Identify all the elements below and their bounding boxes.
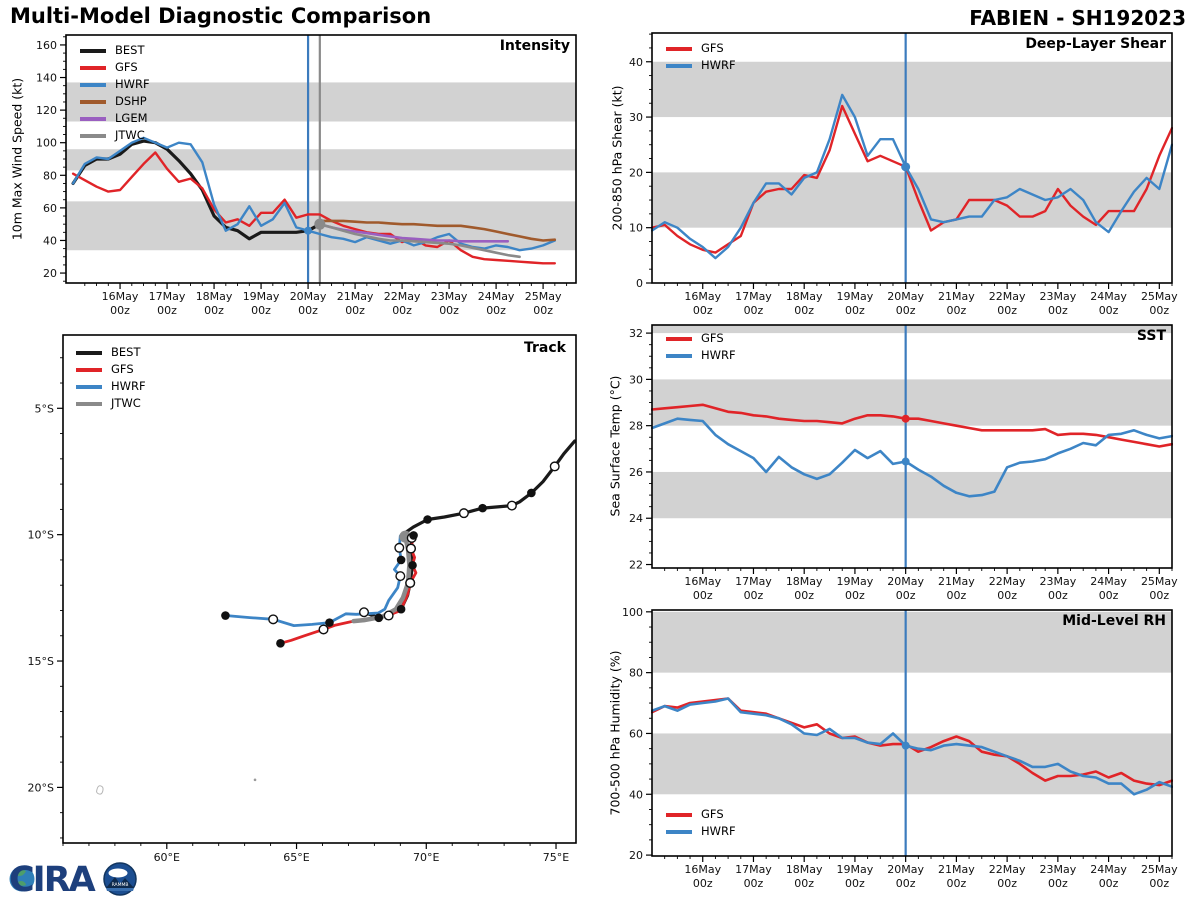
svg-text:20May: 20May: [887, 290, 925, 303]
jtwc-swatch: [76, 402, 102, 406]
legend-label: DSHP: [115, 93, 147, 108]
svg-text:60°E: 60°E: [153, 851, 181, 864]
hwrf-swatch: [666, 830, 692, 834]
svg-text:19May: 19May: [836, 290, 874, 303]
svg-text:60: 60: [629, 727, 643, 741]
intensity-ylabel: 10m Max Wind Speed (kt): [9, 77, 25, 241]
legend-label: HWRF: [111, 378, 146, 393]
init-dot: [902, 458, 910, 466]
shear-legend: [666, 42, 736, 72]
svg-text:22May: 22May: [988, 290, 1026, 303]
legend-label: HWRF: [701, 57, 736, 72]
svg-text:17May: 17May: [148, 290, 186, 303]
svg-text:20: 20: [629, 166, 643, 180]
svg-text:17May: 17May: [735, 863, 772, 876]
svg-text:17May: 17May: [735, 575, 772, 588]
svg-text:75°E: 75°E: [542, 851, 570, 864]
sst-ylabel: Sea Surface Temp (°C): [607, 375, 623, 517]
init-dot: [902, 415, 910, 423]
svg-text:70°E: 70°E: [413, 851, 440, 864]
track-legend: [76, 346, 146, 410]
track-fix-filled: [397, 605, 406, 614]
best-swatch: [76, 351, 102, 355]
legend-item: [76, 380, 146, 393]
legend-item: [80, 95, 150, 108]
svg-text:18May: 18May: [785, 575, 823, 588]
init-dot: [314, 219, 325, 230]
shear-ylabel: 200-850 hPa Shear (kt): [609, 85, 625, 231]
legend-item: [80, 44, 150, 57]
legend-item: [666, 349, 736, 362]
legend-label: LGEM: [115, 110, 148, 125]
svg-text:19May: 19May: [242, 290, 280, 303]
page-title: Multi-Model Diagnostic Comparison: [10, 4, 432, 28]
svg-text:24May: 24May: [1090, 290, 1127, 303]
svg-text:20: 20: [43, 267, 57, 281]
legend-label: BEST: [115, 42, 145, 57]
svg-text:80: 80: [629, 666, 643, 680]
svg-text:00z: 00z: [895, 589, 916, 602]
track-fix-open: [508, 501, 517, 510]
legend-label: GFS: [111, 361, 134, 376]
hwrf-swatch: [76, 385, 102, 389]
svg-text:00z: 00z: [946, 304, 967, 317]
gfs-swatch: [80, 66, 106, 70]
track-hwrf: [225, 536, 401, 626]
track-fix-filled: [221, 611, 230, 620]
svg-text:100: 100: [622, 605, 643, 619]
svg-text:22May: 22May: [988, 863, 1026, 876]
svg-text:15°S: 15°S: [27, 655, 54, 669]
svg-text:00z: 00z: [533, 304, 553, 317]
legend-item: [76, 346, 146, 359]
svg-text:00z: 00z: [439, 304, 459, 317]
init-dot: [901, 162, 910, 171]
legend-item: [80, 61, 150, 74]
svg-text:00z: 00z: [794, 589, 815, 602]
svg-text:19May: 19May: [836, 575, 874, 588]
svg-text:23May: 23May: [1039, 863, 1077, 876]
svg-text:18May: 18May: [785, 290, 823, 303]
svg-text:00z: 00z: [845, 589, 865, 602]
svg-text:20°S: 20°S: [27, 781, 54, 795]
svg-text:17May: 17May: [735, 290, 772, 303]
svg-text:23May: 23May: [1039, 575, 1077, 588]
svg-text:00z: 00z: [1047, 877, 1068, 890]
svg-text:00z: 00z: [895, 304, 916, 317]
legend-label: HWRF: [701, 823, 736, 838]
svg-text:140: 140: [36, 71, 57, 85]
track-fix-filled: [423, 515, 432, 524]
svg-text:40: 40: [629, 788, 643, 802]
track-fix-open: [406, 579, 415, 588]
svg-text:18May: 18May: [785, 863, 823, 876]
svg-text:00z: 00z: [743, 877, 764, 890]
legend-label: BEST: [111, 344, 141, 359]
svg-text:00z: 00z: [946, 589, 967, 602]
svg-text:21May: 21May: [336, 290, 374, 303]
panel-sst: [629, 325, 1178, 602]
svg-text:18May: 18May: [195, 290, 233, 303]
svg-text:16May: 16May: [101, 290, 139, 303]
init-dot: [902, 742, 910, 750]
svg-text:20May: 20May: [887, 863, 925, 876]
hwrf-swatch: [666, 64, 692, 68]
island-speck: [254, 779, 257, 782]
svg-text:20: 20: [629, 849, 643, 863]
panel-shear: [629, 33, 1178, 317]
svg-text:100: 100: [36, 136, 57, 150]
svg-text:00z: 00z: [1149, 877, 1170, 890]
svg-text:20May: 20May: [887, 575, 925, 588]
legend-label: HWRF: [115, 76, 150, 91]
svg-text:20May: 20May: [289, 290, 327, 303]
track-fix-filled: [409, 531, 418, 540]
svg-text:25May: 25May: [1140, 290, 1178, 303]
legend-item: [666, 332, 736, 345]
track-fix-open: [550, 462, 559, 471]
svg-text:65°E: 65°E: [283, 851, 310, 864]
svg-text:00z: 00z: [1149, 589, 1170, 602]
hwrf-swatch: [666, 354, 692, 358]
svg-text:0: 0: [636, 277, 643, 290]
svg-text:24May: 24May: [477, 290, 515, 303]
svg-text:120: 120: [36, 104, 57, 118]
svg-text:00z: 00z: [157, 304, 177, 317]
svg-text:160: 160: [36, 38, 57, 52]
svg-text:10: 10: [629, 221, 643, 235]
svg-text:32: 32: [629, 327, 643, 341]
svg-text:00z: 00z: [743, 304, 764, 317]
svg-text:00z: 00z: [1098, 304, 1119, 317]
rammb-text: RAMMB: [111, 883, 129, 888]
svg-text:00z: 00z: [845, 877, 865, 890]
track-fix-open: [384, 611, 393, 620]
svg-text:60: 60: [43, 201, 57, 215]
svg-text:00z: 00z: [743, 589, 764, 602]
svg-text:25May: 25May: [1140, 575, 1178, 588]
svg-text:80: 80: [43, 169, 57, 183]
best-swatch: [80, 49, 106, 53]
svg-text:40: 40: [629, 55, 643, 69]
legend-label: GFS: [115, 59, 138, 74]
gfs-swatch: [666, 47, 692, 51]
panel-frame: [63, 335, 576, 843]
gfs-swatch: [666, 337, 692, 341]
rh-panel-title: Mid-Level RH: [1062, 613, 1166, 629]
svg-text:00z: 00z: [692, 304, 713, 317]
track-fix-filled: [397, 556, 406, 565]
svg-text:00z: 00z: [204, 304, 224, 317]
track-fix-open: [460, 509, 469, 518]
track-fix-filled: [478, 504, 487, 513]
gfs-swatch: [76, 368, 102, 372]
legend-label: GFS: [701, 330, 724, 345]
legend-label: GFS: [701, 806, 724, 821]
svg-text:22May: 22May: [988, 575, 1026, 588]
track-fix-filled: [527, 489, 536, 498]
svg-text:00z: 00z: [345, 304, 365, 317]
svg-text:16May: 16May: [684, 863, 722, 876]
legend-item: [666, 825, 736, 838]
svg-text:23May: 23May: [1039, 290, 1077, 303]
legend-label: GFS: [701, 40, 724, 55]
legend-item: [80, 129, 150, 142]
svg-text:21May: 21May: [938, 575, 975, 588]
legend-label: JTWC: [111, 395, 141, 410]
cira-logo-graphic: [8, 858, 148, 900]
storm-title: FABIEN - SH192023: [969, 6, 1186, 30]
svg-text:00z: 00z: [486, 304, 506, 317]
rh-legend: [666, 808, 736, 838]
svg-text:00z: 00z: [298, 304, 318, 317]
svg-text:00z: 00z: [110, 304, 130, 317]
svg-text:00z: 00z: [1098, 877, 1119, 890]
svg-text:22May: 22May: [383, 290, 421, 303]
svg-text:00z: 00z: [692, 589, 713, 602]
track-fix-filled: [374, 614, 383, 623]
svg-text:00z: 00z: [794, 304, 815, 317]
legend-label: HWRF: [701, 347, 736, 362]
hwrf-swatch: [80, 83, 106, 87]
svg-text:21May: 21May: [938, 290, 975, 303]
svg-text:00z: 00z: [895, 877, 916, 890]
track-fix-open: [396, 572, 405, 581]
svg-text:24May: 24May: [1090, 863, 1127, 876]
legend-item: [666, 42, 736, 55]
svg-text:00z: 00z: [1149, 304, 1170, 317]
svg-text:23May: 23May: [430, 290, 468, 303]
svg-text:19May: 19May: [836, 863, 874, 876]
svg-text:00z: 00z: [1047, 304, 1068, 317]
track-fix-filled: [325, 618, 334, 627]
svg-text:16May: 16May: [684, 290, 722, 303]
svg-text:10°S: 10°S: [27, 528, 54, 542]
panel-track: [28, 335, 576, 864]
svg-text:00z: 00z: [251, 304, 271, 317]
legend-label: JTWC: [115, 127, 145, 142]
svg-text:30: 30: [629, 111, 643, 125]
rammb-badge: [104, 863, 136, 895]
init-dot: [304, 227, 312, 235]
svg-text:00z: 00z: [692, 877, 713, 890]
svg-text:00z: 00z: [946, 877, 967, 890]
island-outline: [97, 786, 104, 794]
dshp-swatch: [80, 100, 106, 104]
svg-text:00z: 00z: [845, 304, 865, 317]
legend-item: [76, 397, 146, 410]
lgem-swatch: [80, 117, 106, 121]
svg-text:21May: 21May: [938, 863, 975, 876]
intensity-panel-title: Intensity: [499, 38, 570, 54]
svg-text:25May: 25May: [524, 290, 562, 303]
svg-text:00z: 00z: [1047, 589, 1068, 602]
sst-panel-title: SST: [1136, 328, 1166, 344]
svg-text:00z: 00z: [997, 877, 1018, 890]
svg-text:28: 28: [629, 419, 643, 433]
svg-text:22: 22: [629, 558, 643, 572]
svg-text:00z: 00z: [1098, 589, 1119, 602]
legend-item: [80, 78, 150, 91]
cira-logo: [8, 858, 148, 900]
svg-text:5°S: 5°S: [34, 402, 54, 416]
svg-text:16May: 16May: [684, 575, 722, 588]
legend-item: [80, 112, 150, 125]
jtwc-swatch: [80, 134, 106, 138]
legend-item: [76, 363, 146, 376]
svg-text:30: 30: [629, 373, 643, 387]
svg-text:26: 26: [629, 465, 643, 479]
svg-text:25May: 25May: [1140, 863, 1178, 876]
track-fix-open: [360, 608, 369, 617]
track-fix-open: [319, 625, 328, 634]
shear-panel-title: Deep-Layer Shear: [1025, 36, 1166, 52]
rh-ylabel: 700-500 hPa Humidity (%): [607, 650, 623, 816]
svg-text:24May: 24May: [1090, 575, 1127, 588]
svg-text:00z: 00z: [794, 877, 815, 890]
cira-wordmark: CIRA: [9, 860, 94, 900]
svg-text:00z: 00z: [997, 589, 1018, 602]
svg-text:00z: 00z: [997, 304, 1018, 317]
track-panel-title: Track: [524, 340, 566, 356]
gfs-swatch: [666, 813, 692, 817]
track-fix-open: [269, 615, 278, 624]
panel-rh: [622, 606, 1178, 890]
intensity-legend: [80, 44, 150, 142]
sst-legend: [666, 332, 736, 362]
svg-text:24: 24: [629, 512, 643, 526]
svg-text:00z: 00z: [392, 304, 412, 317]
legend-item: [666, 808, 736, 821]
legend-item: [666, 59, 736, 72]
svg-text:40: 40: [43, 234, 57, 248]
track-fix-filled: [408, 561, 417, 570]
track-fix-filled: [276, 639, 285, 648]
track-fix-open: [407, 544, 416, 553]
track-fix-open: [395, 544, 404, 553]
